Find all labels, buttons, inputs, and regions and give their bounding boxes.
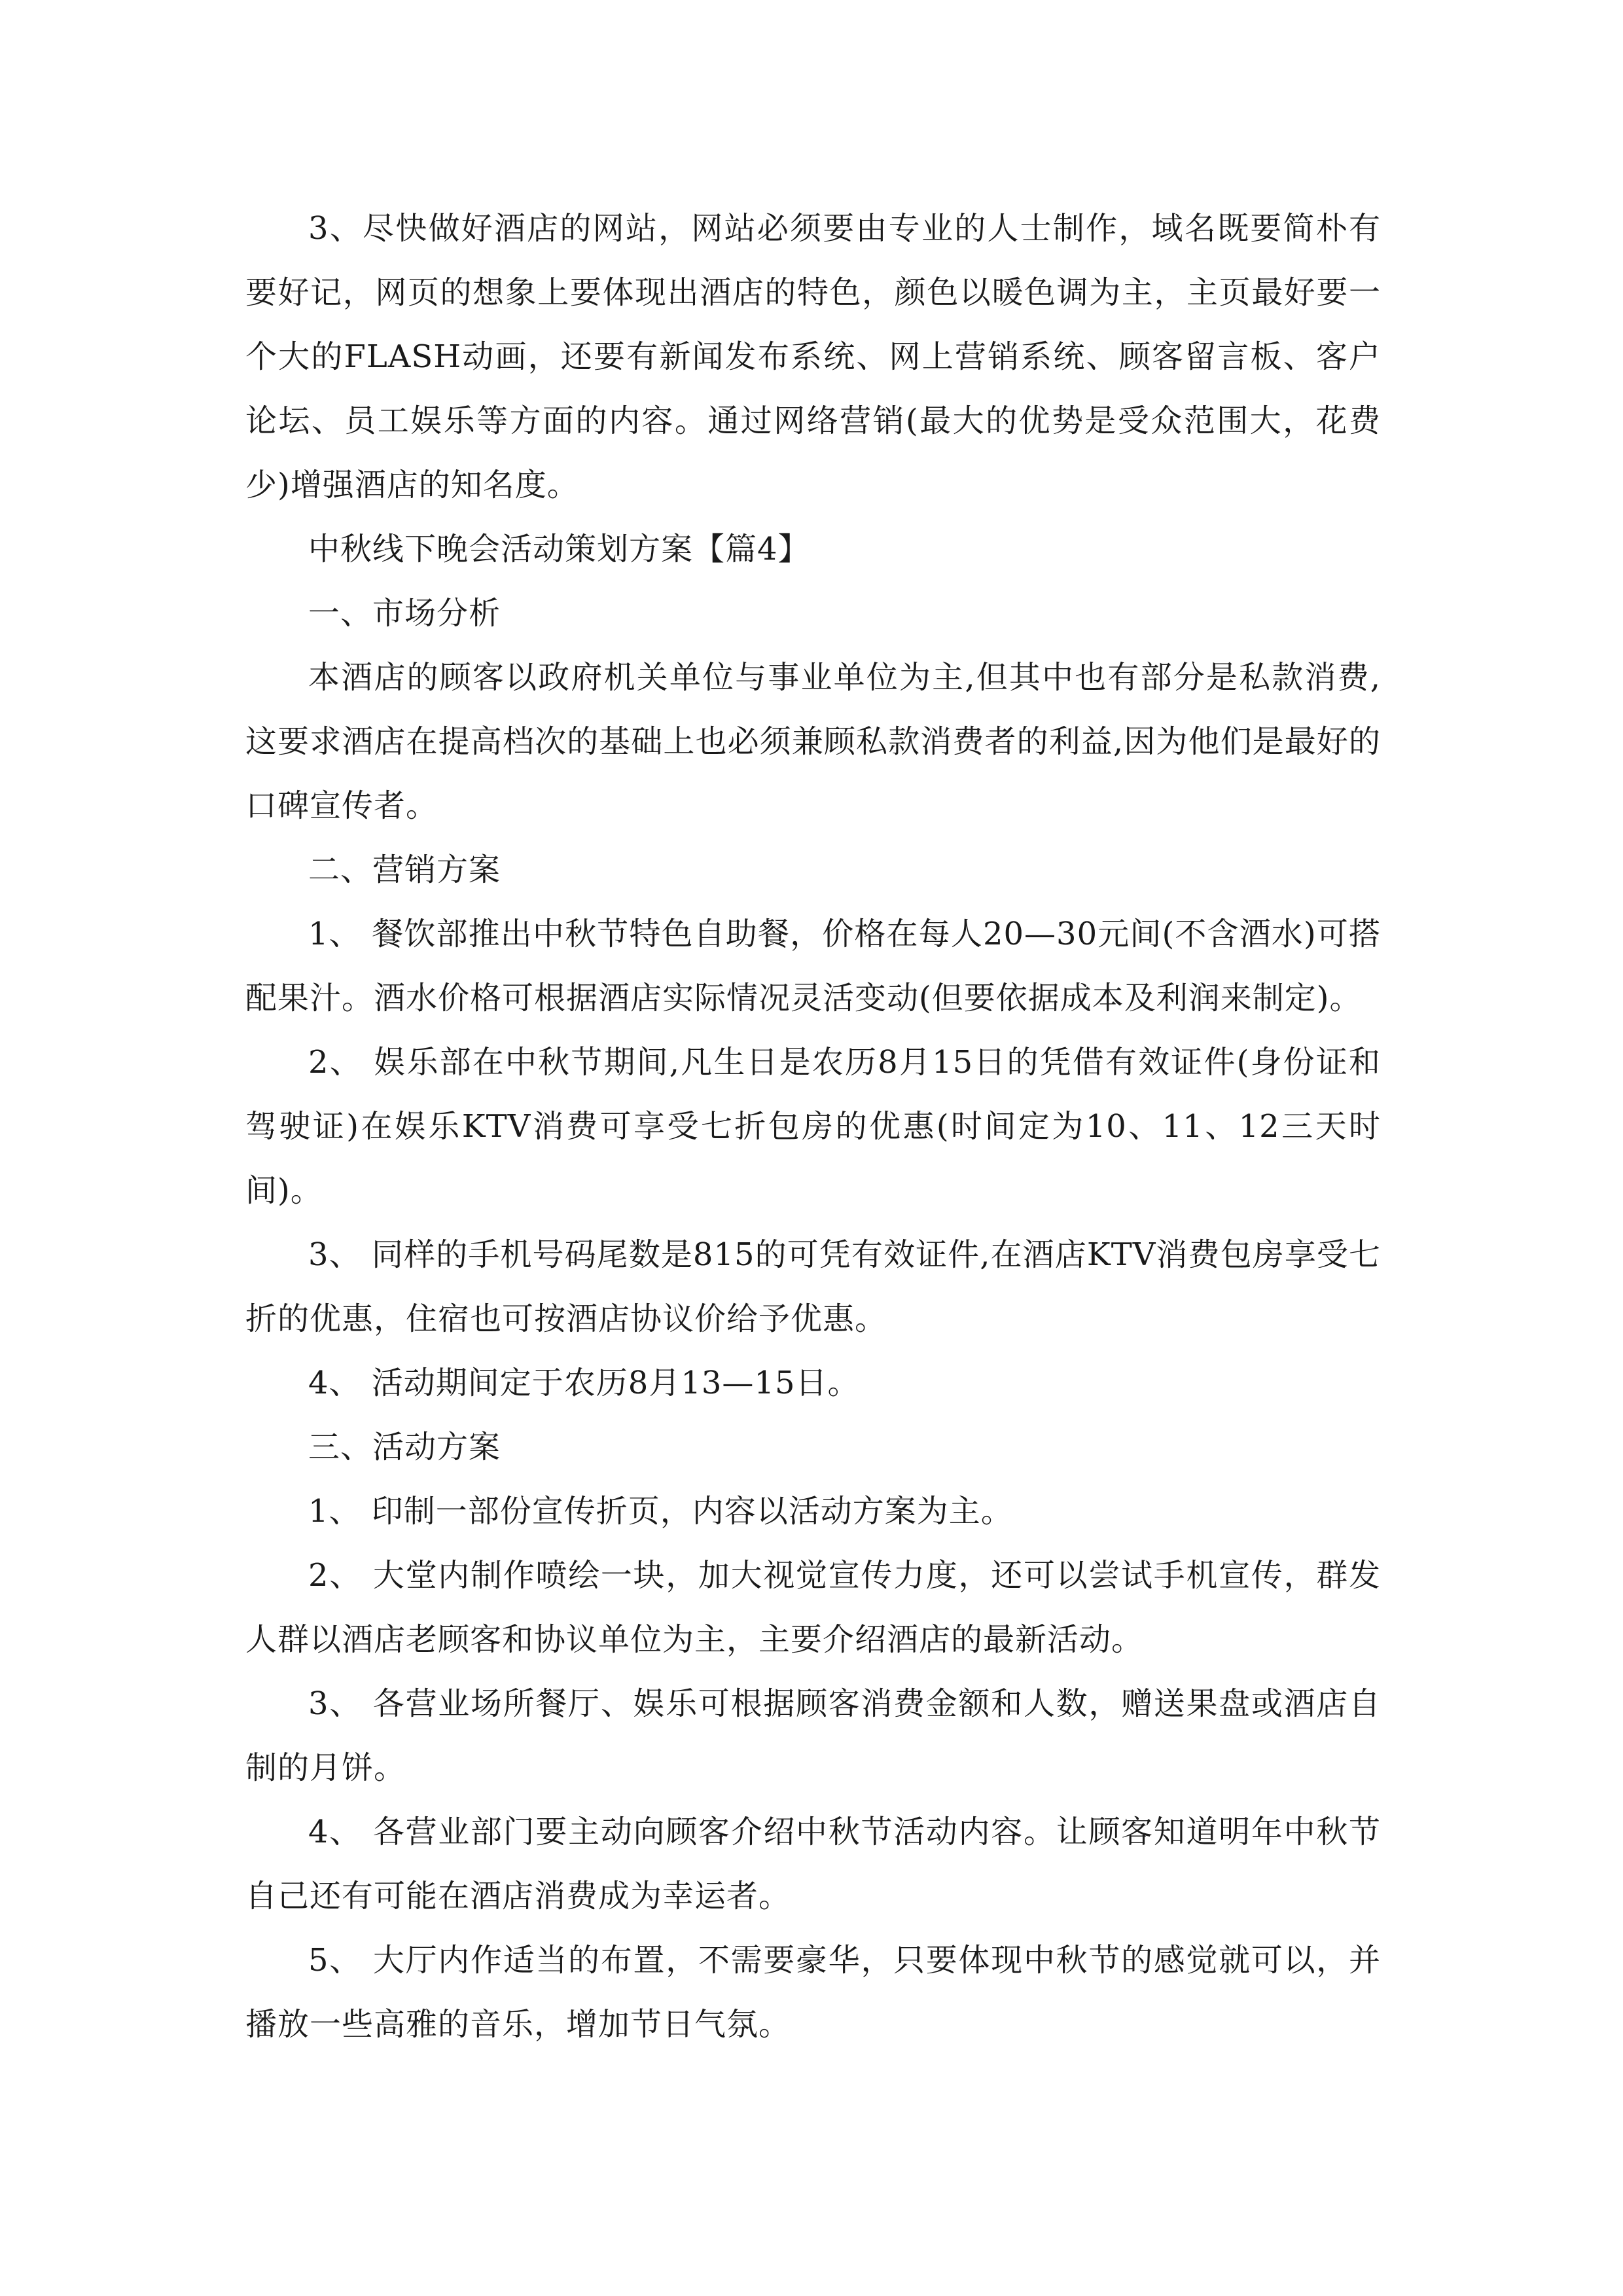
document-body (245, 196, 1381, 2056)
list-item: 2、 大堂内制作喷绘一块，加大视觉宣传力度，还可以尝试手机宣传，群发人群以酒店老顾客和协议单位为主，主要介绍酒店的最新活动。 (245, 1557, 1381, 1658)
list-item: 5、 大厅内作适当的布置，不需要豪华，只要体现中秋节的感觉就可以，并播放一些高雅的音乐，增加节日气氛。 (245, 1942, 1381, 2043)
list-item: 4、 活动期间定于农历8月13—15日。 (308, 1365, 860, 1401)
list-item: 4、 各营业部门要主动向顾客介绍中秋节活动内容。让顾客知道明年中秋节自己还有可能在酒店消费成为幸运者。 (245, 1814, 1381, 1914)
list-item: 1、 餐饮部推出中秋节特色自助餐，价格在每人20—30元间(不含酒水)可搭配果汁。酒水价格可根据酒店实际情况灵活变动(但要依据成本及利润来制定)。 (245, 916, 1381, 1016)
list-item: 2、 娱乐部在中秋节期间,凡生日是农历8月15日的凭借有效证件(身份证和驾驶证)在娱乐KTV消费可享受七折包房的优惠(时间定为10、11、12三天时间)。 (245, 1044, 1381, 1209)
heading-marketing-plan: 二、营销方案 (308, 852, 501, 888)
list-item: 3、 同样的手机号码尾数是815的可凭有效证件,在酒店KTV消费包房享受七折的优惠，住宿也可按酒店协议价给予优惠。 (245, 1236, 1381, 1337)
paragraph-website: 3、尽快做好酒店的网站，网站必须要由专业的人士制作，域名既要简朴有要好记，网页的想象上要体现出酒店的特色，颜色以暖色调为主，主页最好要一个大的FLASH动画，还要有新闻发布系统、网上营销系统、顾客留言板、客户论坛、员工娱乐等方面的内容。通过网络营销(最大的优势是受众范围大，花费少)增强酒店的知名度。 (245, 210, 1381, 503)
list-item: 3、 各营业场所餐厅、娱乐可根据顾客消费金额和人数，赠送果盘或酒店自制的月饼。 (245, 1685, 1381, 1786)
heading-activity-plan: 三、活动方案 (308, 1429, 501, 1465)
heading-market-analysis: 一、市场分析 (308, 595, 501, 632)
paragraph-market-analysis: 本酒店的顾客以政府机关单位与事业单位为主,但其中也有部分是私款消费,这要求酒店在提高档次的基础上也必须兼顾私款消费者的利益,因为他们是最好的口碑宣传者。 (245, 659, 1381, 824)
list-item: 1、 印制一部份宣传折页，内容以活动方案为主。 (308, 1493, 1013, 1530)
section-title: 中秋线下晚会活动策划方案【篇4】 (308, 531, 810, 567)
